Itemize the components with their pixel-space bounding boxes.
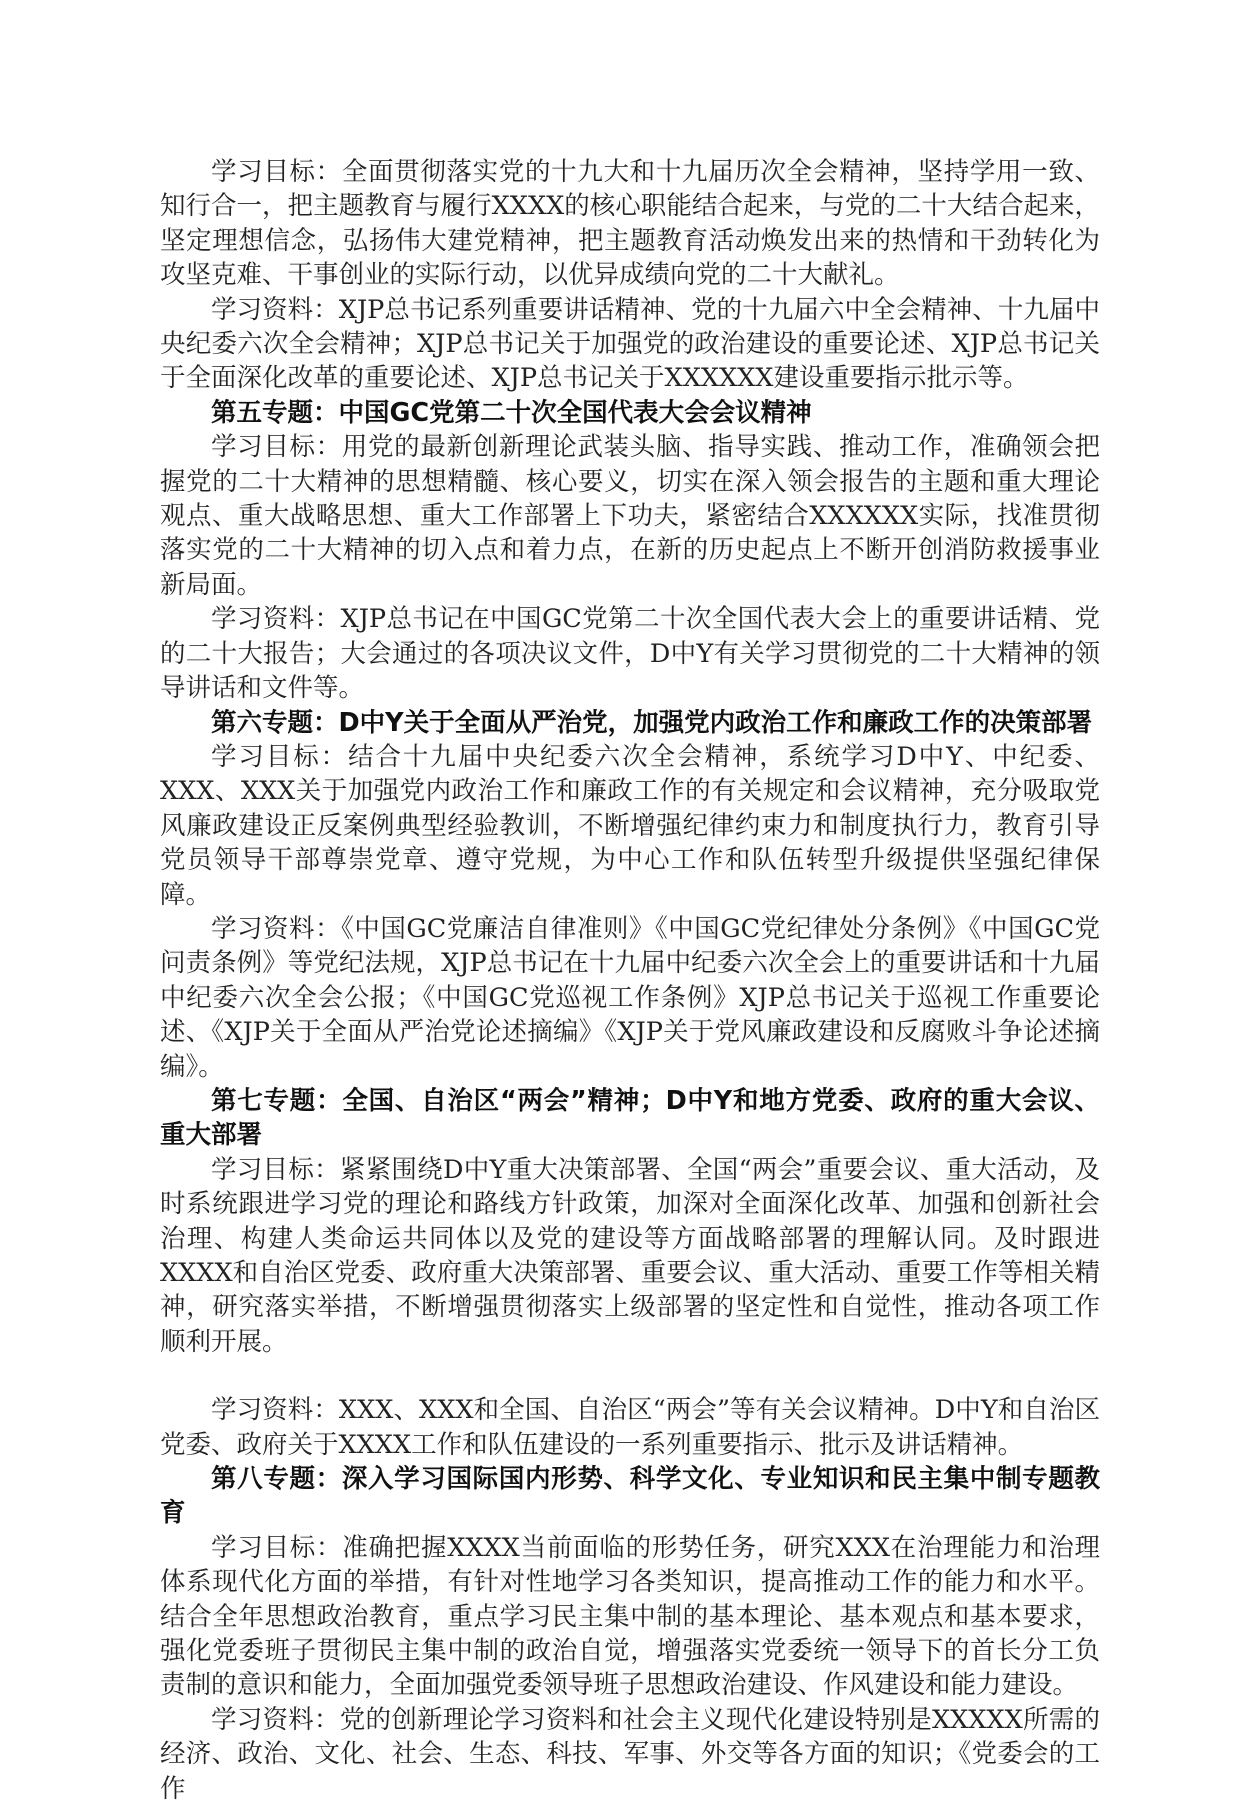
section-heading-7: 第七专题：全国、自治区“两会”精神；D中Y和地方党委、政府的重大会议、重大部署 bbox=[160, 1085, 1100, 1151]
paragraph-goal-4: 学习目标：全面贯彻落实党的十九大和十九届历次全会精神，坚持学用一致、知行合一，把主题教育与履行XXXX的核心职能结合起来，与党的二十大结合起来，坚定理想信念，弘扬伟大建党精神，把主题教育活动焕发出来的热情和干劲转化为攻坚克难、干事创业的实际行动，以优异成绩向党的二十大献礼。 bbox=[160, 157, 1100, 291]
paragraph-goal-7: 学习目标：紧紧围绕D中Y重大决策部署、全国“两会”重要会议、重大活动，及时系统跟进学习党的理论和路线方针政策，加深对全面深化改革、加强和创新社会治理、构建人类命运共同体以及党的建设等方面战略部署的理解认同。及时跟进XXXX和自治区党委、政府重大决策部署、重要会议、重大活动、重要工作等相关精神，研究落实举措，不断增强贯彻落实上级部署的坚定性和自觉性，推动各项工作顺利开展。 bbox=[160, 1154, 1100, 1357]
paragraph-goal-6: 学习目标：结合十九届中央纪委六次全会精神，系统学习D中Y、中纪委、XXX、XXX关于加强党内政治工作和廉政工作的有关规定和会议精神，充分吸取党风廉政建设正反案例典型经验教训，不断增强纪律约束力和制度执行力，教育引导党员领导干部尊崇党章、遵守党规，为中心工作和队伍转型升级提供坚强纪律保障。 bbox=[160, 741, 1100, 910]
section-heading-6: 第六专题：D中Y关于全面从严治党，加强党内政治工作和廉政工作的决策部署 bbox=[211, 707, 1093, 738]
document-page bbox=[160, 155, 1100, 1806]
paragraph-goal-5: 学习目标：用党的最新创新理论武装头脑、指导实践、推动工作，准确领会把握党的二十大精神的思想精髓、核心要义，切实在深入领会报告的主题和重大理论观点、重大战略思想、重大工作部署上下功夫，紧密结合XXXXXX实际，找准贯彻落实党的二十大精神的切入点和着力点，在新的历史起点上不断开创消防救援事业新局面。 bbox=[160, 432, 1100, 600]
paragraph-materials-5: 学习资料：XJP总书记在中国GC党第二十次全国代表大会上的重要讲话精、党的二十大报告；大会通过的各项决议文件，D中Y有关学习贯彻党的二十大精神的领导讲话和文件等。 bbox=[160, 604, 1100, 704]
paragraph-materials-6: 学习资料：《中国GC党廉洁自律准则》《中国GC党纪律处分条例》《中国GC党问责条例》等党纪法规，XJP总书记在十九届中纪委六次全会上的重要讲话和十九届中纪委六次全会公报；《中国GC党巡视工作条例》XJP总书记关于巡视工作重要论述、《XJP关于全面从严治党论述摘编》《XJP关于党风廉政建设和反腐败斗争论述摘编》。 bbox=[160, 913, 1100, 1082]
paragraph-materials-4: 学习资料：XJP总书记系列重要讲话精神、党的十九届六中全会精神、十九届中央纪委六次全会精神；XJP总书记关于加强党的政治建设的重要论述、XJP总书记关于全面深化改革的重要论述、XJP总书记关于XXXXXX建设重要指示批示等。 bbox=[160, 294, 1100, 394]
paragraph-goal-8: 学习目标：准确把握XXXX当前面临的形势任务，研究XXX在治理能力和治理体系现代化方面的举措，有针对性地学习各类知识，提高推动工作的能力和水平。结合全年思想政治教育，重点学习民主集中制的基本理论、基本观点和基本要求，强化党委班子贯彻民主集中制的政治自觉，增强落实党委统一领导下的首长分工负责制的意识和能力，全面加强党委领导班子思想政治建设、作风建设和能力建设。 bbox=[160, 1532, 1100, 1701]
paragraph-materials-7: 学习资料：XXX、XXX和全国、自治区“两会”等有关会议精神。D中Y和自治区党委、政府关于XXXX工作和队伍建设的一系列重要指示、批示及讲话精神。 bbox=[160, 1395, 1100, 1460]
section-heading-8: 第八专题：深入学习国际国内形势、科学文化、专业知识和民主集中制专题教育 bbox=[160, 1464, 1100, 1529]
blank-line bbox=[160, 1359, 1100, 1393]
section-heading-5: 第五专题：中国GC党第二十次全国代表大会会议精神 bbox=[211, 397, 812, 428]
paragraph-materials-8: 学习资料：党的创新理论学习资料和社会主义现代化建设特别是XXXXX所需的经济、政治、文化、社会、生态、科技、军事、外交等各方面的知识；《党委会的工作 bbox=[160, 1704, 1100, 1804]
